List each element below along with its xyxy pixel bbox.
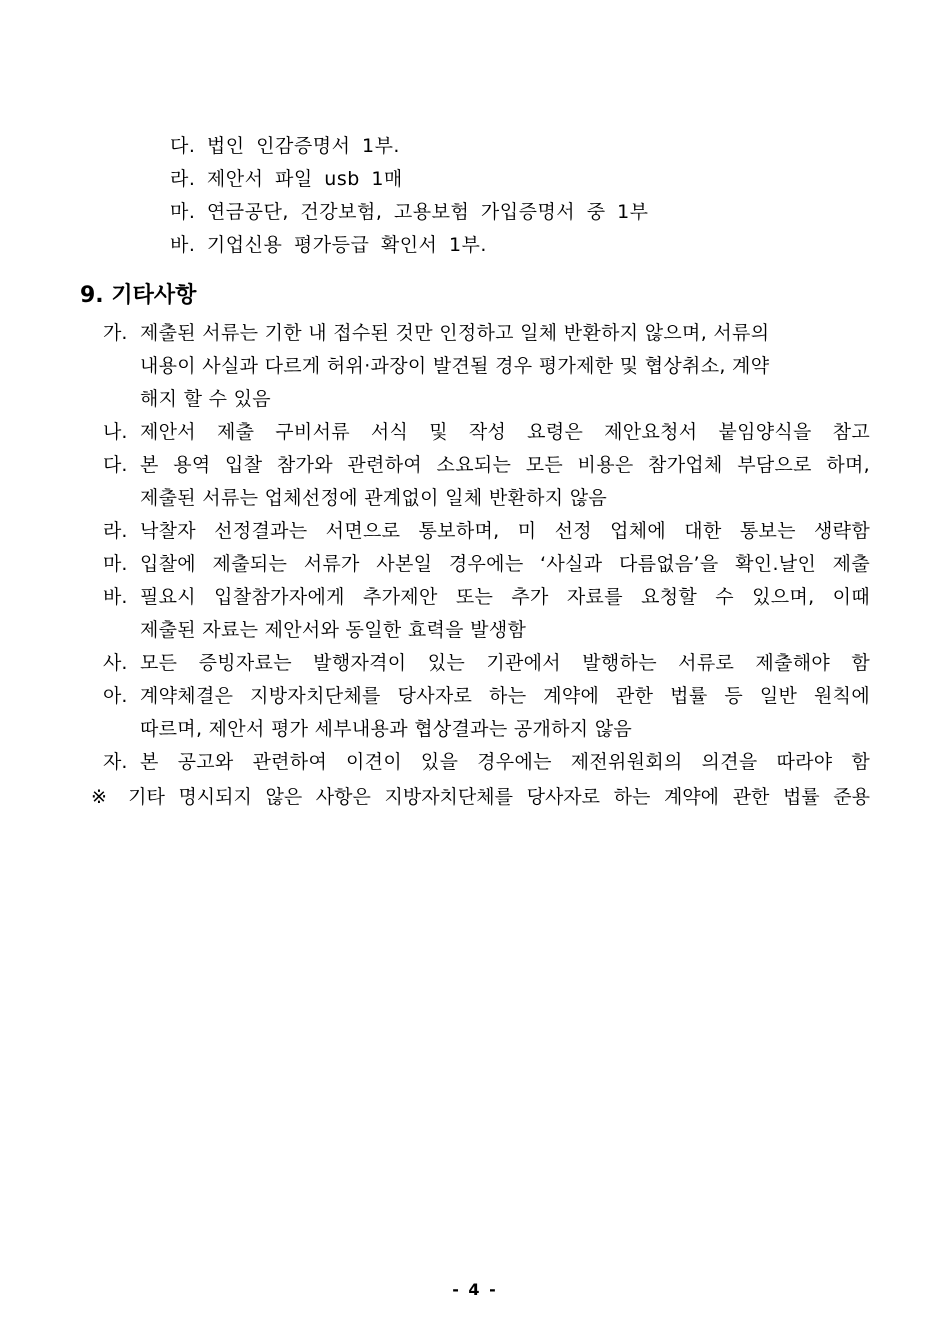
misc-items-list [103,317,870,779]
item-marker: 아. [103,685,128,707]
item-marker: 나. [103,421,128,443]
list-item [103,416,870,449]
list-item: 다. 법인 인감증명서 1부. [170,135,400,157]
item-line: 입찰에 제출되는 서류가 사본일 경우에는 ‘사실과 다름없음’을 확인.날인 제출 [140,553,870,575]
item-line: 필요시 입찰참가자에게 추가제안 또는 추가 자료를 요청할 수 있으며, 이때 [140,586,870,608]
page-number: - 4 - [452,1280,498,1299]
list-item: 라. 제안서 파일 usb 1매 [170,168,403,190]
section-heading: 9. 기타사항 [80,283,197,308]
list-item [103,548,870,581]
list-item [103,449,870,515]
list-item: 바. 기업신용 평가등급 확인서 1부. [170,234,487,256]
item-line: 제출된 서류는 기한 내 접수된 것만 인정하고 일체 반환하지 않으며, 서류의 [140,322,770,344]
list-item [103,515,870,548]
item-marker: 라. [103,520,128,542]
item-line: 해지 할 수 있음 [140,388,271,410]
item-line: 낙찰자 선정결과는 서면으로 통보하며, 미 선정 업체에 대한 통보는 생략함 [140,520,870,542]
item-marker: 사. [103,652,128,674]
list-item [103,680,870,746]
item-marker: 바. [103,586,128,608]
submission-document-list [170,130,870,262]
item-line: 제안서 제출 구비서류 서식 및 작성 요령은 제안요청서 붙임양식을 참고 [140,421,870,443]
item-line: 제출된 자료는 제안서와 동일한 효력을 발생함 [140,619,527,641]
item-line: 계약체결은 지방자치단체를 당사자로 하는 계약에 관한 법률 등 일반 원칙에 [140,685,870,707]
item-marker: 자. [103,751,128,773]
item-line: 본 공고와 관련하여 이견이 있을 경우에는 제전위원회의 의견을 따라야 함 [140,751,870,773]
item-marker: 마. [103,553,128,575]
item-line: 본 용역 입찰 참가와 관련하여 소요되는 모든 비용은 참가업체 부담으로 하며, [140,454,870,476]
list-item [103,317,870,416]
list-item: 마. 연금공단, 건강보험, 고용보험 가입증명서 중 1부 [170,201,649,223]
item-line: 모든 증빙자료는 발행자격이 있는 기관에서 발행하는 서류로 제출해야 함 [140,652,870,674]
general-note: ※ 기타 명시되지 않은 사항은 지방자치단체를 당사자로 하는 계약에 관한 법률 준용 [91,786,870,808]
item-marker: 가. [103,322,128,344]
item-line: 내용이 사실과 다르게 허위·과장이 발견될 경우 평가제한 및 협상취소, 계약 [140,355,770,377]
item-line: 따르며, 제안서 평가 세부내용과 협상결과는 공개하지 않음 [140,718,633,740]
list-item [103,581,870,647]
list-item [103,647,870,680]
list-item [103,746,870,779]
item-marker: 다. [103,454,128,476]
item-line: 제출된 서류는 업체선정에 관계없이 일체 반환하지 않음 [140,487,608,509]
